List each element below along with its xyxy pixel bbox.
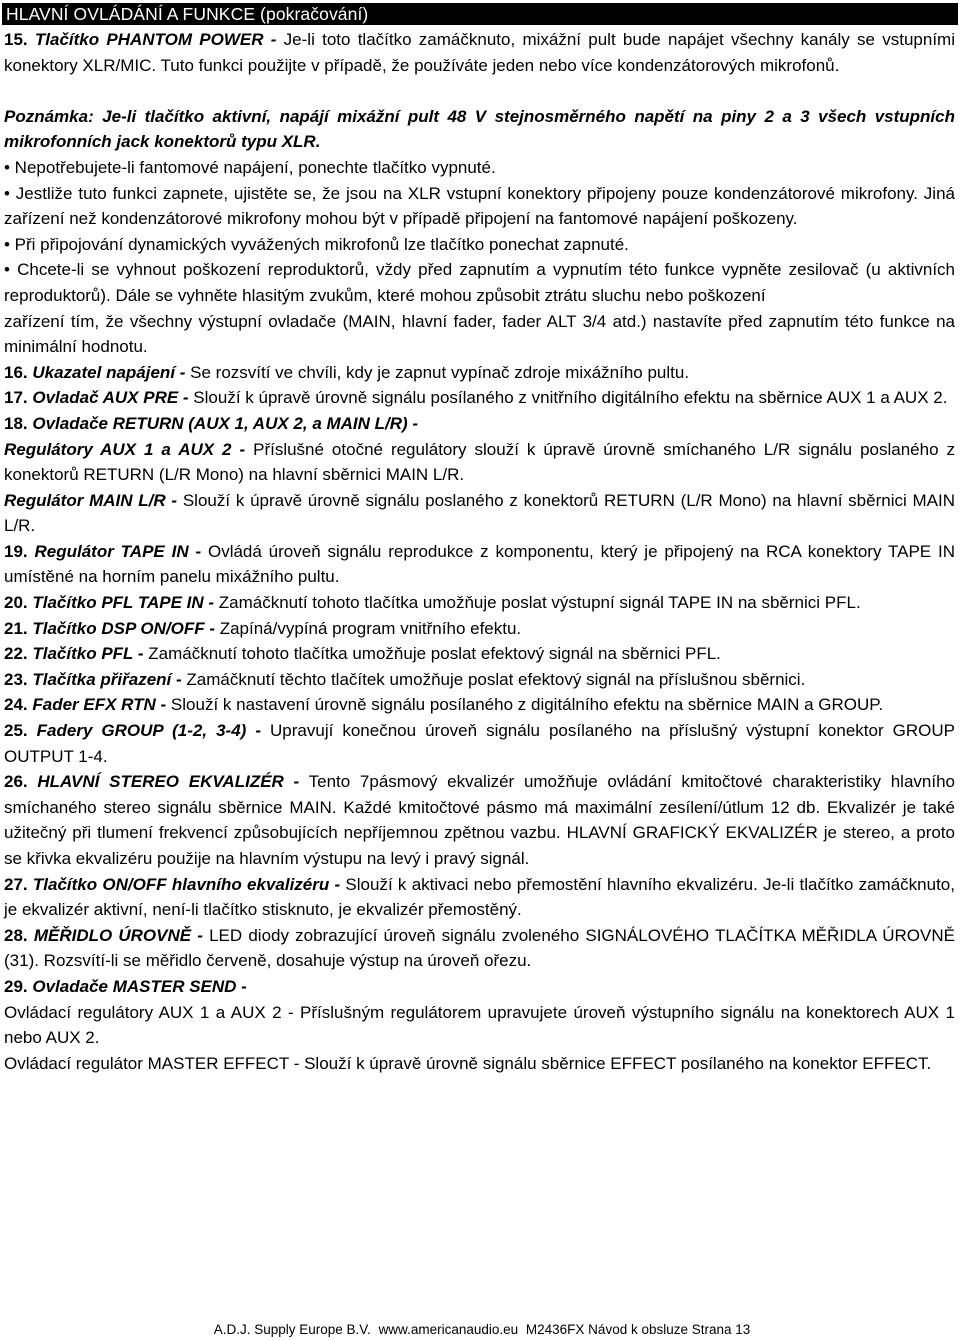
paragraph-17: [4, 385, 955, 411]
item-title: Ovladače RETURN (AUX 1, AUX 2, a MAIN L/R) -: [32, 413, 419, 433]
paragraph-27: [4, 872, 955, 923]
item-number: 27.: [4, 874, 28, 894]
item-number: 26.: [4, 772, 28, 792]
item-number: 15.: [4, 30, 28, 49]
footer-company: A.D.J. Supply Europe B.V.: [213, 1322, 371, 1337]
item-number: 17.: [4, 388, 28, 408]
item-text: Zamáčknutí těchto tlačítek umožňuje poslat efektový signál na příslušnou sběrnici.: [181, 669, 806, 689]
note-paragraph: [4, 104, 955, 155]
item-title: Tlačítko ON/OFF hlavního ekvalizéru -: [32, 874, 341, 894]
item-title: Fader EFX RTN -: [32, 695, 167, 715]
paragraph-25: [4, 718, 955, 769]
footer-doc-info: M2436FX Návod k obsluze Strana 13: [525, 1322, 751, 1337]
paragraph-18-aux: [4, 437, 955, 488]
bullet-item: [4, 181, 955, 232]
paragraph-22: [4, 641, 955, 667]
paragraph-continued: [4, 309, 955, 360]
paragraph-20: [4, 590, 955, 616]
paragraph-15: [4, 27, 955, 78]
item-number: 25.: [4, 721, 28, 741]
paragraph-29: [4, 974, 955, 1000]
item-text: LED diody zobrazující úroveň signálu zvoleného SIGNÁLOVÉHO TLAČÍTKA MĚŘIDLA ÚROVNĚ (31). Rozsvítí-li se měřidlo červeně, dosahuje výstup na úroveň ořezu.: [4, 925, 955, 971]
item-title: Regulátor TAPE IN -: [34, 541, 202, 561]
bullet-text: • Nepotřebujete-li fantomové napájení, ponechte tlačítko vypnuté.: [4, 157, 496, 177]
item-title: Ovladač AUX PRE -: [32, 388, 189, 408]
body-text: zařízení tím, že všechny výstupní ovladače (MAIN, hlavní fader, fader ALT 3/4 atd.) nastavíte před zapnutím této funkce na minimální hodnotu.: [4, 311, 955, 357]
bullet-item: [4, 155, 955, 181]
paragraph-21: [4, 616, 955, 642]
item-title: Tlačítko DSP ON/OFF -: [32, 618, 215, 638]
item-title: Tlačítko PFL -: [32, 644, 144, 664]
item-text: Je-li toto tlačítko zamáčknuto, mixážní pult bude napájet všechny kanály se vstupními konektory XLR/MIC. Tuto funkci použijte v případě, že používáte jeden nebo více kondenzátorových mikrofonů.: [4, 30, 955, 75]
item-number: 18.: [4, 413, 28, 433]
bullet-text: • Při připojování dynamických vyvážených mikrofonů lze tlačítko ponechat zapnuté.: [4, 234, 629, 254]
item-title: Ovladače MASTER SEND -: [32, 976, 247, 996]
item-text: Slouží k aktivaci nebo přemostění hlavního ekvalizéru. Je-li tlačítko zamáčknuto, je ekvalizér aktivní, není-li tlačítko stisknuto, je ekvalizér přemostěný.: [4, 874, 955, 920]
body-text: Ovládací regulátory AUX 1 a AUX 2 - Příslušným regulátorem upravujete úroveň výstupního signálu na konektorech AUX 1 nebo AUX 2.: [4, 1002, 955, 1048]
bullet-item: [4, 257, 955, 308]
page-footer: [0, 1322, 960, 1338]
item-title: MĚŘIDLO ÚROVNĚ -: [33, 925, 203, 945]
section-header: HLAVNÍ OVLÁDÁNÍ A FUNKCE (pokračování): [2, 3, 958, 25]
item-number: 20.: [4, 593, 28, 613]
item-title: HLAVNÍ STEREO EKVALIZÉR -: [37, 772, 300, 792]
paragraph-24: [4, 692, 955, 718]
document-body: [4, 27, 955, 1076]
item-title: Fadery GROUP (1-2, 3-4) -: [36, 721, 262, 741]
item-number: 29.: [4, 976, 28, 996]
item-number: 23.: [4, 669, 28, 689]
item-number: 16.: [4, 362, 28, 382]
item-text: Upravují konečnou úroveň signálu posílaného na příslušný výstupní konektor GROUP OUTPUT 1-4.: [4, 721, 955, 766]
item-text: Se rozsvítí ve chvíli, kdy je zapnut vypínač zdroje mixážního pultu.: [185, 362, 690, 382]
paragraph-28: [4, 923, 955, 974]
bullet-item: [4, 232, 955, 258]
item-text: Ovládá úroveň signálu reprodukce z komponentu, který je připojený na RCA konektory TAPE IN umístěné na horním panelu mixážního pultu.: [4, 541, 955, 587]
sub-title: Regulátor MAIN L/R -: [4, 490, 178, 510]
item-title: Tlačítka přiřazení -: [32, 669, 182, 689]
bullet-text: • Chcete-li se vyhnout poškození reproduktorů, vždy před zapnutím a vypnutím této funkce vypněte zesilovač (u aktivních reproduktorů). Dále se vyhněte hlasitým zvukům, které mohou způsobit ztrátu sluchu nebo poškození: [4, 260, 955, 305]
note-text: Poznámka: Je-li tlačítko aktivní, napájí mixážní pult 48 V stejnosměrného napětí na piny 2 a 3 všech vstupních mikrofonních jack konektorů typu XLR.: [4, 106, 955, 152]
item-text: Slouží k úpravě úrovně signálu posílaného z vnitřního digitálního efektu na sběrnice AUX 1 a AUX 2.: [188, 388, 948, 408]
item-title: Tlačítko PHANTOM POWER -: [34, 30, 277, 49]
item-text: Zapíná/vypíná program vnitřního efektu.: [214, 618, 522, 638]
paragraph-16: [4, 360, 955, 386]
item-text: Zamáčknutí tohoto tlačítka umožňuje poslat efektový signál na sběrnici PFL.: [143, 644, 721, 664]
item-number: 21.: [4, 618, 28, 638]
paragraph-18: [4, 411, 955, 437]
item-number: 28.: [4, 925, 28, 945]
body-text: Ovládací regulátor MASTER EFFECT - Slouží k úpravě úrovně signálu sběrnice EFFECT posílaného na konektor EFFECT.: [4, 1053, 932, 1073]
item-text: Zamáčknutí tohoto tlačítka umožňuje poslat výstupní signál TAPE IN na sběrnici PFL.: [214, 593, 861, 613]
item-text: Slouží k úpravě úrovně signálu poslaného z konektorů RETURN (L/R Mono) na hlavní sběrnici MAIN L/R.: [4, 490, 955, 536]
paragraph-29-effect: [4, 1051, 955, 1077]
paragraph-18-main: [4, 488, 955, 539]
item-text: Tento 7pásmový ekvalizér umožňuje ovládání kmitočtové charakteristiky hlavního smíchaného stereo signálu sběrnice MAIN. Každé kmitočtové pásmo má maximální zesílení/útlum 12 db. Ekvalizér je také užitečný při tlumení frekvencí způsobujících nepříjemnou zpětnou vazbu. HLAVNÍ GRAFICKÝ EKVALIZÉR je stereo, a proto se křivka ekvalizéru použije na hlavním výstupu na levý i pravý signál.: [4, 772, 955, 868]
paragraph-23: [4, 667, 955, 693]
item-title: Tlačítko PFL TAPE IN -: [32, 593, 215, 613]
paragraph-29-aux: [4, 1000, 955, 1051]
footer-url: www.americanaudio.eu: [378, 1322, 519, 1337]
item-text: Příslušné otočné regulátory slouží k úpravě úrovně smíchaného L/R signálu poslaného z konektorů RETURN (L/R Mono) na hlavní sběrnici MAIN L/R.: [4, 439, 955, 485]
paragraph-19: [4, 539, 955, 590]
item-title: Ukazatel napájení -: [32, 362, 186, 382]
sub-title: Regulátory AUX 1 a AUX 2 -: [4, 439, 246, 459]
bullet-text: • Jestliže tuto funkci zapnete, ujistěte se, že jsou na XLR vstupní konektory připojeny pouze kondenzátorové mikrofony. Jiná zařízení než kondenzátorové mikrofony mohou být v případě připojení na fantomové napájení poškozeny.: [4, 183, 955, 229]
item-number: 19.: [4, 541, 28, 561]
item-number: 24.: [4, 695, 28, 715]
item-text: Slouží k nastavení úrovně signálu posílaného z digitálního efektu na sběrnice MAIN a GROUP.: [166, 695, 884, 715]
item-number: 22.: [4, 644, 28, 664]
paragraph-26: [4, 769, 955, 871]
